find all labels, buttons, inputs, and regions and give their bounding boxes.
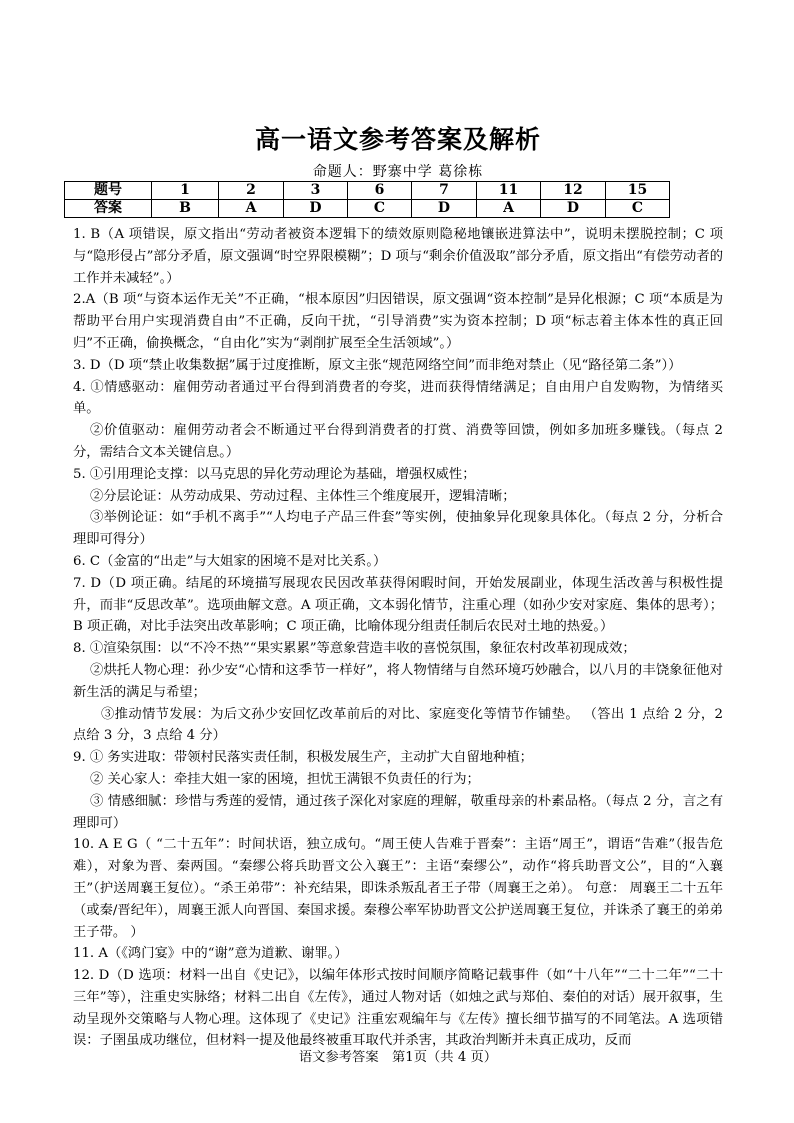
answer-paragraph: 3. D（D 项“禁止收集数据”属于过度推断，原文主张“规范网络空间”而非绝对禁止（见“路径第二条”）） <box>73 357 682 373</box>
author-line: 命题人：野寨中学 葛徐栋 <box>312 164 484 180</box>
answer-body <box>73 224 723 1052</box>
table-cell: D <box>284 200 348 218</box>
table-row-answers <box>65 200 670 218</box>
answer-paragraph: ②价值驱动：雇佣劳动者会不断通过平台得到消费者的打赏、消费等回馈，例如多加班多赚钱。（每点 2 分，需结合文本关键信息。） <box>73 423 723 460</box>
answer-paragraph: ③ 情感细腻：珍惜与秀莲的爱情，通过孩子深化对家庭的理解，敬重母亲的朴素品格。（每点 2 分，言之有理即可） <box>73 793 723 831</box>
table-header-answer: 答案 <box>65 200 152 218</box>
table-cell: 12 <box>541 182 606 200</box>
table-cell: 1 <box>152 182 219 200</box>
table-cell: 3 <box>284 182 348 200</box>
answer-paragraph: 9. ① 务实进取：带领村民落实责任制，积极发展生产，主动扩大自留地种植； <box>73 750 533 766</box>
table-cell: A <box>219 200 284 218</box>
table-header-number: 题号 <box>65 182 152 200</box>
answer-paragraph: 11. A（《鸿门宴》中的“谢”意为道歉、谢罪。） <box>73 946 348 962</box>
table-cell: C <box>348 200 412 218</box>
table-cell: 7 <box>412 182 477 200</box>
page-title: 高一语文参考答案及解析 <box>254 125 541 154</box>
answer-paragraph: ②分层论证：从劳动成果、劳动过程、主体性三个维度展开，逻辑清晰； <box>90 488 516 504</box>
answer-paragraph: 7. D（D 项正确。结尾的环境描写展现农民因改革获得闲暇时间，开始发展副业，体现生活改善与积极性提升，而非“反思改革”。选项曲解文意。A 项正确，文本弱化情节，注重心理（如孙少安对家庭、集体的思考）；B 项正确，对比手法突出改革影响；C 项正确，比喻体现分组责任制后农民对土地的热爱。） <box>73 575 723 635</box>
answer-paragraph: 4. ①情感驱动：雇佣劳动者通过平台得到消费者的夸奖，进而获得情绪满足；自由用户自发购物，为情绪买单。 <box>73 379 723 417</box>
table-cell: 6 <box>348 182 412 200</box>
answer-paragraph: 10. A E G（ “二十五年”：时间状语，独立成句。“周王使人告难于晋秦”：主语“周王”，谓语“告难”（报告危难），对象为晋、秦两国。“秦缪公将兵助晋文公入襄王”：主语“秦缪公”，动作“将兵助晋文公”，目的“入襄王”（护送周襄王复位）。“杀王弟带”：补充结果，即诛杀叛乱者王子带（周襄王之弟）。 句意： 周襄王二十五年（或秦/晋纪年），周襄王派人向晋国、秦国求援。秦穆公率军协助晋文公护送周襄王复位，并诛杀了襄王的弟弟王子带。 ） <box>73 837 723 940</box>
table-cell: 11 <box>477 182 541 200</box>
table-cell: B <box>152 200 219 218</box>
answer-paragraph: ② 关心家人：牵挂大姐一家的困境，担忧王满银不负责任的行为； <box>90 771 480 787</box>
answer-paragraph: 2.A（B 项“与资本运作无关”不正确，“根本原因”归因错误，原文强调“资本控制”是异化根源；C 项“本质是为帮助平台用户实现消费自由”不正确，反向干扰，“引导消费”实为资本控制；D 项“标志着主体本性的真正回归”不正确，偷换概念，“自由化”实为“剥削扩展至全生活领域”。） <box>73 292 723 351</box>
answer-paragraph: 5. ①引用理论支撑：以马克思的异化劳动理论为基础，增强权威性； <box>73 466 476 482</box>
answer-paragraph: 1. B（A 项错误，原文指出“劳动者被资本逻辑下的绩效原则隐秘地镶嵌进算法中”，说明未摆脱控制；C 项与“隐形侵占”部分矛盾，原文强调“时空界限模糊”；D 项与“剩余价值汲取”部分矛盾，原文指出“有偿劳动者的工作并未减轻”。） <box>73 227 723 286</box>
table-cell: D <box>541 200 606 218</box>
table-cell: A <box>477 200 541 218</box>
page-footer: 语文参考答案 第1页（共 4 页） <box>298 1050 498 1065</box>
table-cell: D <box>412 200 477 218</box>
table-cell: 15 <box>606 182 670 200</box>
table-cell: 2 <box>219 182 284 200</box>
answer-table <box>64 181 670 218</box>
table-row-numbers <box>65 182 670 200</box>
answer-paragraph: 8. ①渲染氛围：以“不冷不热”“果实累累”等意象营造丰收的喜悦氛围，象征农村改革初现成效； <box>73 641 636 657</box>
answer-paragraph: ③推动情节发展：为后文孙少安回忆改革前后的对比、家庭变化等情节作铺垫。 （答出 1 点给 2 分，2 点给 3 分，3 点给 4 分） <box>73 706 723 744</box>
answer-paragraph: 6. C（金富的“出走”与大姐家的困境不是对比关系。） <box>73 553 387 569</box>
answer-paragraph: ③举例论证：如“手机不离手”“人均电子产品三件套”等实例，使抽象异化现象具体化。（每点 2 分，分析合理即可得分） <box>73 510 723 548</box>
answer-paragraph: ②烘托人物心理：孙少安“心情和这季节一样好”，将人物情绪与自然环境巧妙融合，以八月的丰饶象征他对新生活的满足与希望； <box>73 662 723 700</box>
table-cell: C <box>606 200 670 218</box>
answer-paragraph: 12. D（D 选项：材料一出自《史记》，以编年体形式按时间顺序简略记载事件（如“十八年”“二十二年”“二十三年”等），注重史实脉络；材料二出自《左传》，通过人物对话（如烛之武与郑伯、秦伯的对话）展开叙事，生动呈现外交策略与人物心理。这体现了《史记》注重宏观编年与《左传》擅长细节描写的不同笔法。A 选项错误：子圉虽成功继位，但材料一提及他最终被重耳取代并杀害，其政治判断并未真正成功，反而 <box>73 968 723 1049</box>
